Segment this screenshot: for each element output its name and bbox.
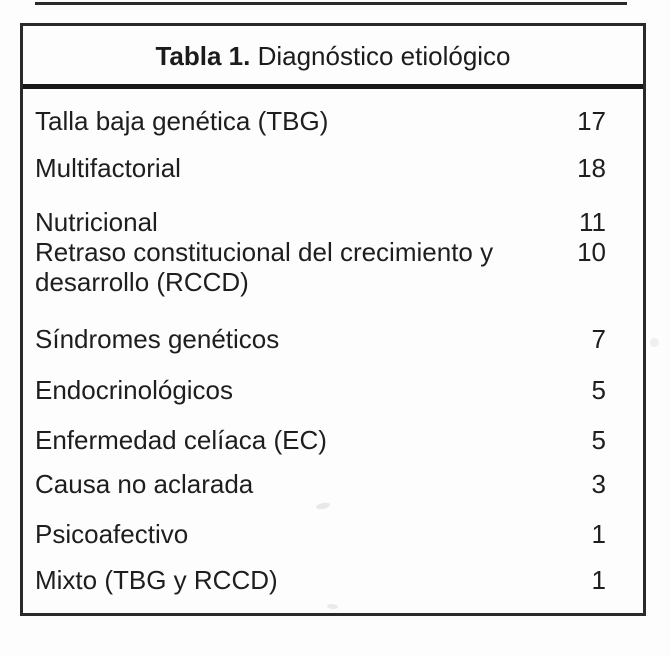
row-value: 17 bbox=[577, 106, 606, 136]
row-value: 1 bbox=[591, 519, 606, 549]
table-row bbox=[35, 207, 606, 237]
row-value: 5 bbox=[591, 375, 606, 405]
table-title bbox=[23, 41, 643, 71]
row-label: Endocrinológicos bbox=[35, 375, 234, 405]
row-label: Causa no aclarada bbox=[35, 469, 254, 499]
table-row bbox=[35, 375, 606, 405]
row-value: 7 bbox=[591, 324, 606, 354]
row-label: Psicoafectivo bbox=[35, 519, 189, 549]
row-label-line1: Retraso constitucional del crecimiento y bbox=[35, 237, 494, 267]
row-value: 1 bbox=[591, 565, 606, 595]
row-value: 18 bbox=[577, 153, 606, 183]
header-separator bbox=[23, 84, 643, 89]
table-row bbox=[35, 469, 606, 499]
table-frame bbox=[20, 23, 646, 616]
scan-artifact-line bbox=[35, 2, 627, 5]
table-row bbox=[35, 425, 606, 455]
row-label-line2: desarrollo (RCCD) bbox=[35, 267, 249, 297]
row-label: Enfermedad celíaca (EC) bbox=[35, 425, 327, 455]
row-label: Síndromes genéticos bbox=[35, 324, 280, 354]
table-row bbox=[35, 106, 606, 136]
table-title-text: Diagnóstico etiológico bbox=[250, 41, 511, 71]
row-value: 10 bbox=[577, 237, 606, 267]
row-value: 5 bbox=[591, 425, 606, 455]
row-label: Nutricional bbox=[35, 207, 158, 237]
table-row bbox=[35, 237, 606, 297]
scan-speck bbox=[650, 338, 659, 347]
table-row bbox=[35, 153, 606, 183]
row-label: Talla baja genética (TBG) bbox=[35, 106, 329, 136]
row-label: Multifactorial bbox=[35, 153, 181, 183]
table-row bbox=[35, 324, 606, 354]
row-value: 11 bbox=[579, 207, 606, 237]
table-row bbox=[35, 519, 606, 549]
row-label: Mixto (TBG y RCCD) bbox=[35, 565, 278, 595]
table-title-number: Tabla 1. bbox=[155, 41, 251, 71]
table-row bbox=[35, 565, 606, 595]
row-value: 3 bbox=[591, 469, 606, 499]
row-label bbox=[35, 237, 493, 297]
